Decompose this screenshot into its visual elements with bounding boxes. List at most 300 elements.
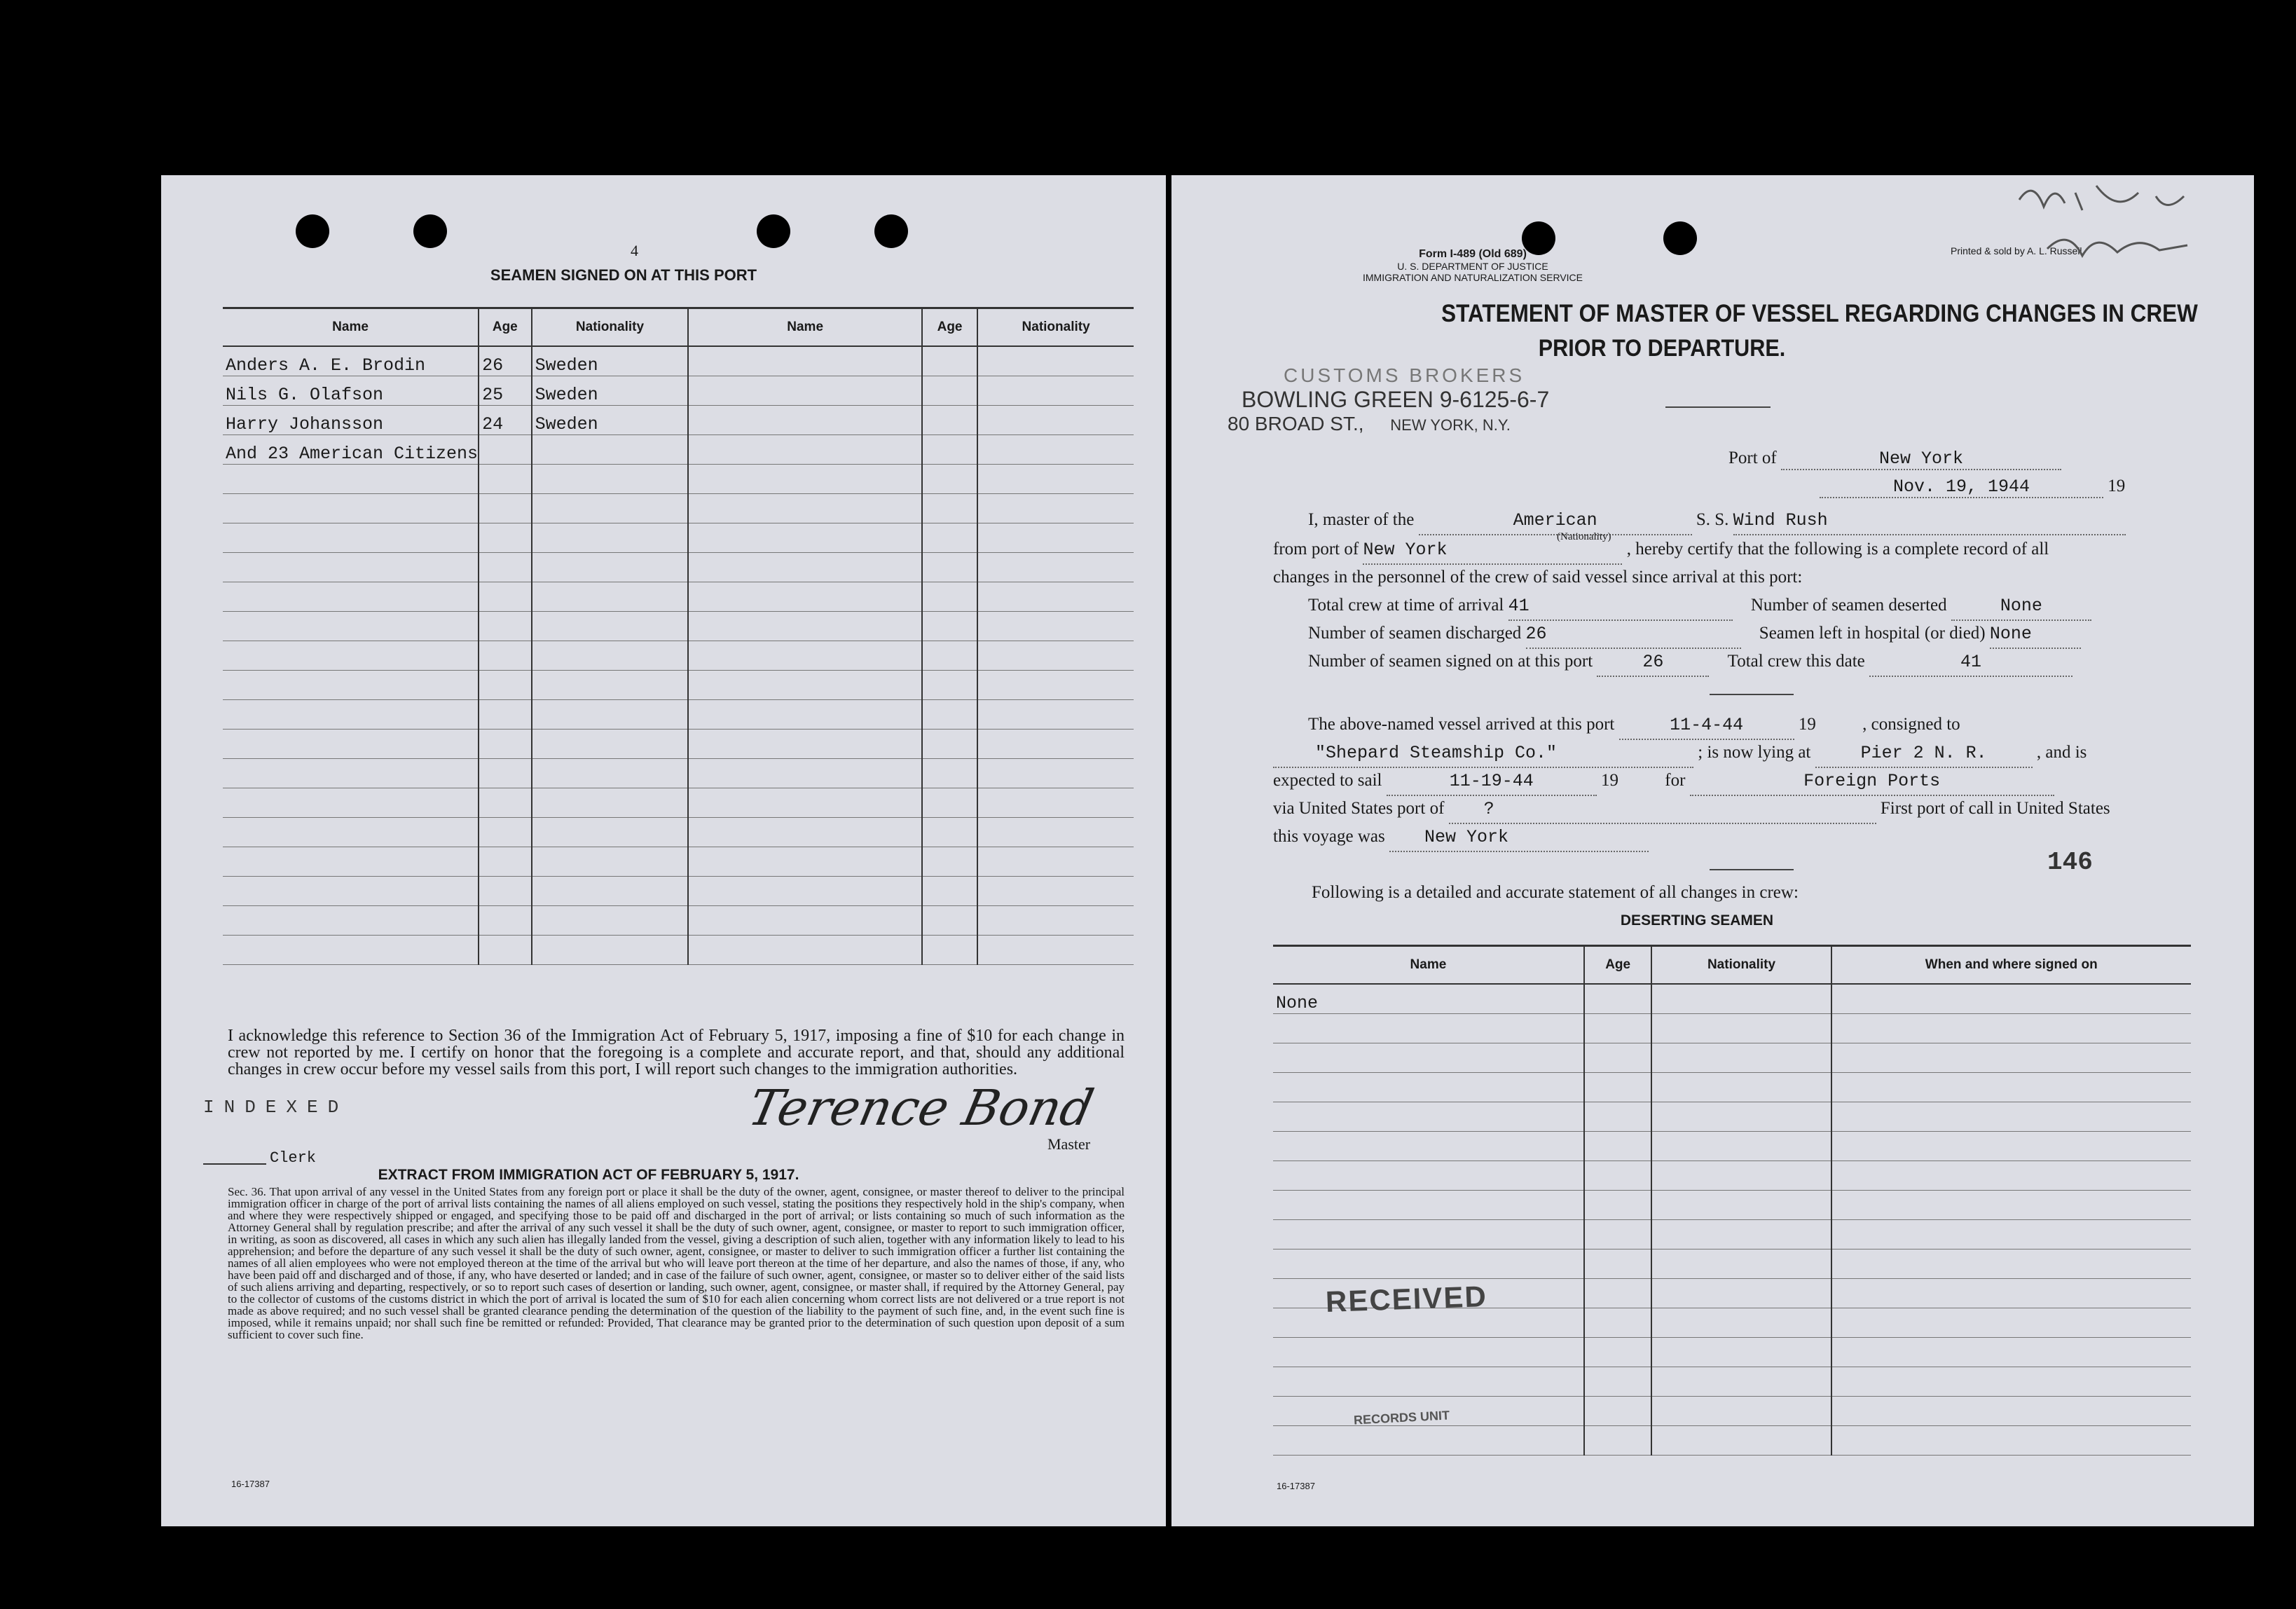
total-crew-arrival-label: Total crew at time of arrival (1308, 596, 1504, 615)
empty-cell (922, 346, 977, 376)
table-row (223, 877, 1134, 906)
table-row (1273, 1102, 2191, 1132)
empty-cell (1831, 1132, 2191, 1161)
row-nationality (532, 494, 689, 523)
empty-cell (1831, 1073, 2191, 1102)
empty-cell (1831, 1249, 2191, 1279)
empty-cell (1831, 984, 2191, 1014)
row-age (479, 877, 532, 906)
row-name (223, 612, 479, 641)
row-name (223, 553, 479, 582)
nationality-value: American (1419, 507, 1692, 535)
row-nationality (532, 582, 689, 612)
empty-cell (977, 788, 1134, 818)
table-row (1273, 1220, 2191, 1249)
row-nationality (532, 847, 689, 877)
column-header: Name (223, 308, 479, 347)
column-header: Name (688, 308, 922, 347)
table-row (223, 641, 1134, 671)
table-row (223, 759, 1134, 788)
punch-hole (1663, 221, 1697, 255)
empty-cell (1831, 1014, 2191, 1043)
row-name (223, 818, 479, 847)
row-name (1273, 1132, 1584, 1161)
row-age (479, 582, 532, 612)
row-nationality (532, 877, 689, 906)
empty-cell (1831, 1043, 2191, 1073)
table-row (1273, 1367, 2191, 1397)
empty-cell (1584, 1014, 1652, 1043)
empty-cell (1584, 1308, 1652, 1338)
row-age: 25 (479, 376, 532, 406)
department: U. S. DEPARTMENT OF JUSTICE (1397, 261, 1548, 272)
table-row (223, 906, 1134, 936)
table-row (223, 494, 1134, 523)
empty-cell (922, 435, 977, 465)
table-row (1273, 1043, 2191, 1073)
empty-cell (1584, 1102, 1652, 1132)
clerk-line (203, 1163, 266, 1165)
port-label: Port of (1728, 449, 1777, 467)
broker-stamp-line: NEW YORK, N.Y. (1390, 416, 1511, 434)
form-title-line1: STATEMENT OF MASTER OF VESSEL REGARDING CHANGES IN CREW (1441, 300, 2198, 327)
empty-cell (1831, 1102, 2191, 1132)
row-name (1273, 1338, 1584, 1367)
from-port-value: New York (1363, 537, 1622, 565)
table-row (1273, 1073, 2191, 1102)
signed-on-value: 26 (1597, 649, 1709, 677)
year-prefix: 19 (1601, 771, 1618, 790)
empty-cell (1831, 1191, 2191, 1220)
divider (1710, 694, 1794, 695)
empty-cell (977, 877, 1134, 906)
empty-cell (977, 435, 1134, 465)
deserted-label: Number of seamen deserted (1750, 596, 1947, 615)
empty-cell (977, 494, 1134, 523)
empty-cell (922, 759, 977, 788)
table-row (1273, 1191, 2191, 1220)
empty-cell (922, 376, 977, 406)
table-row (1273, 1132, 2191, 1161)
empty-cell (1651, 1191, 1831, 1220)
left-page (161, 175, 1166, 1526)
row-name (223, 847, 479, 877)
empty-cell (922, 671, 977, 700)
empty-cell (1584, 1043, 1652, 1073)
deserting-table (1273, 945, 2191, 1456)
row-age: 24 (479, 406, 532, 435)
table-row (223, 700, 1134, 730)
row-nationality (532, 641, 689, 671)
row-nationality: Sweden (532, 376, 689, 406)
column-header: Name (1273, 946, 1584, 985)
empty-cell (977, 346, 1134, 376)
empty-cell (688, 906, 922, 936)
empty-cell (688, 936, 922, 965)
empty-cell (1584, 1220, 1652, 1249)
table-row (223, 847, 1134, 877)
column-header: Nationality (977, 308, 1134, 347)
empty-cell (1651, 1014, 1831, 1043)
handwritten-note (2005, 175, 2215, 284)
via-value: ? (1449, 796, 1876, 824)
empty-cell (1651, 1338, 1831, 1367)
empty-cell (1651, 984, 1831, 1014)
row-age (479, 906, 532, 936)
table-row (223, 435, 1134, 465)
master-of-label: I, master of the (1308, 510, 1415, 529)
page-stamp-number: 146 (2047, 848, 2093, 877)
row-name (223, 759, 479, 788)
row-nationality (532, 465, 689, 494)
row-name (223, 906, 479, 936)
empty-cell (977, 641, 1134, 671)
row-age (479, 936, 532, 965)
table-row (223, 671, 1134, 700)
empty-cell (688, 847, 922, 877)
row-name: Harry Johansson (223, 406, 479, 435)
table-row (223, 553, 1134, 582)
row-name (223, 877, 479, 906)
row-age (479, 612, 532, 641)
empty-cell (1584, 1279, 1652, 1308)
voyage-row (1273, 823, 2219, 850)
table-row (1273, 1014, 2191, 1043)
empty-cell (688, 523, 922, 553)
row-nationality (532, 788, 689, 818)
empty-cell (1831, 1426, 2191, 1456)
table-row (1273, 1426, 2191, 1456)
empty-cell (922, 406, 977, 435)
empty-cell (688, 435, 922, 465)
acknowledgement-text: I acknowledge this reference to Section 36 of the Immigration Act of February 5, 1917, imposing a fine of $10 for each change in crew not reported by me. I certify on honor that the foregoing is a complete and accurate report, and that, should any additional changes in crew occur before my vessel sails from this port, I will report such changes to the immigration authorities. (228, 1027, 1125, 1079)
empty-cell (977, 582, 1134, 612)
empty-cell (1584, 1397, 1652, 1426)
row-age (479, 553, 532, 582)
hospital-label: Seamen left in hospital (or died) (1759, 624, 1986, 643)
signed-on-table (223, 307, 1134, 965)
table-row (223, 346, 1134, 376)
empty-cell (1584, 1249, 1652, 1279)
row-name (1273, 1043, 1584, 1073)
table-row (223, 406, 1134, 435)
master-label: Master (1047, 1135, 1091, 1153)
records-unit-stamp: RECORDS UNIT (1353, 1408, 1450, 1427)
row-nationality (532, 818, 689, 847)
table-row (223, 376, 1134, 406)
empty-cell (1584, 1073, 1652, 1102)
empty-cell (1651, 1102, 1831, 1132)
vessel-value: Wind Rush (1733, 507, 2126, 535)
empty-cell (1651, 1249, 1831, 1279)
page-number: 4 (631, 242, 638, 259)
punch-hole (296, 214, 329, 248)
empty-cell (688, 346, 922, 376)
row-nationality (532, 435, 689, 465)
empty-cell (1584, 1338, 1652, 1367)
empty-cell (1831, 1279, 2191, 1308)
right-page (1171, 175, 2254, 1526)
empty-cell (688, 582, 922, 612)
row-nationality: Sweden (532, 406, 689, 435)
printer-note: Printed & sold by A. L. Russell (1951, 245, 2082, 256)
empty-cell (1651, 1367, 1831, 1397)
from-port-row (1273, 536, 2219, 563)
empty-cell (688, 759, 922, 788)
empty-cell (1584, 1367, 1652, 1397)
empty-cell (688, 465, 922, 494)
row-age (479, 494, 532, 523)
column-header: Age (479, 308, 532, 347)
via-label: via United States port of (1273, 799, 1445, 818)
row-nationality (532, 936, 689, 965)
empty-cell (922, 788, 977, 818)
punch-hole (874, 214, 908, 248)
row-name: None (1273, 984, 1584, 1014)
row-name (223, 465, 479, 494)
empty-cell (688, 553, 922, 582)
table-row (223, 612, 1134, 641)
row-age (479, 788, 532, 818)
empty-cell (688, 788, 922, 818)
signed-on-label: Number of seamen signed on at this port (1308, 652, 1593, 671)
row-name (223, 523, 479, 553)
sail-row (1273, 767, 2219, 794)
total-crew-arrival-value: 41 (1508, 593, 1733, 621)
empty-cell (688, 612, 922, 641)
signature: Terence Bond (743, 1079, 1099, 1137)
nationality-caption: (Nationality) (1557, 531, 1611, 542)
empty-cell (1651, 1426, 1831, 1456)
empty-cell (688, 877, 922, 906)
empty-cell (1831, 1397, 2191, 1426)
row-name (1273, 1220, 1584, 1249)
empty-cell (977, 406, 1134, 435)
lying-label: ; is now lying at (1698, 743, 1811, 762)
table-row (223, 818, 1134, 847)
row-name (1273, 1249, 1584, 1279)
footer-code: 16-17387 (231, 1479, 270, 1489)
signed-on-heading: SEAMEN SIGNED ON AT THIS PORT (490, 266, 757, 284)
row-age (479, 641, 532, 671)
arrived-value: 11-4-44 (1619, 712, 1794, 740)
consignee-value: "Shepard Steamship Co." (1273, 740, 1693, 768)
row-age (479, 465, 532, 494)
empty-cell (1584, 984, 1652, 1014)
row-nationality (532, 553, 689, 582)
empty-cell (1651, 1279, 1831, 1308)
following-text: Following is a detailed and accurate statement of all changes in crew: (1312, 883, 1799, 902)
broker-stamp-line: BOWLING GREEN 9-6125-6-7 (1242, 387, 1550, 412)
empty-cell (922, 523, 977, 553)
row-nationality (532, 759, 689, 788)
empty-cell (688, 818, 922, 847)
empty-cell (977, 612, 1134, 641)
empty-cell (1584, 1132, 1652, 1161)
empty-cell (922, 494, 977, 523)
column-header: Age (922, 308, 977, 347)
empty-cell (1651, 1220, 1831, 1249)
certify-text: , hereby certify that the following is a complete record of all (1626, 540, 2049, 559)
row-name (1273, 1367, 1584, 1397)
expected-label: expected to sail (1273, 771, 1382, 790)
empty-cell (1584, 1191, 1652, 1220)
voyage-label: this voyage was (1273, 827, 1385, 846)
divider (1710, 869, 1794, 870)
empty-cell (977, 759, 1134, 788)
first-port-label: First port of call in United States (1880, 799, 2110, 818)
empty-cell (922, 465, 977, 494)
row-name (223, 494, 479, 523)
empty-cell (1651, 1132, 1831, 1161)
row-name (223, 582, 479, 612)
row-name: And 23 American Citizens (223, 435, 479, 465)
year-prefix: 19 (1798, 715, 1816, 734)
consigned-label: , consigned to (1862, 715, 1960, 734)
empty-cell (1651, 1397, 1831, 1426)
punch-hole (413, 214, 447, 248)
row-age (479, 847, 532, 877)
for-value: Foreign Ports (1690, 768, 2054, 796)
row-name: Anders A. E. Brodin (223, 346, 479, 376)
empty-cell (977, 465, 1134, 494)
row-name: Nils G. Olafson (223, 376, 479, 406)
empty-cell (922, 641, 977, 671)
table-row (223, 788, 1134, 818)
table-row (223, 582, 1134, 612)
empty-cell (922, 906, 977, 936)
voyage-value: New York (1389, 824, 1649, 852)
date-row (1820, 477, 2125, 498)
discharged-label: Number of seamen discharged (1308, 624, 1522, 643)
table-row (1273, 1338, 2191, 1367)
hospital-value: None (1990, 621, 2081, 649)
table-row (223, 523, 1134, 553)
row-age (479, 435, 532, 465)
empty-cell (922, 818, 977, 847)
year-prefix: 19 (2108, 477, 2126, 495)
empty-cell (922, 877, 977, 906)
empty-cell (1831, 1220, 2191, 1249)
empty-cell (1651, 1073, 1831, 1102)
row-age (479, 523, 532, 553)
row-nationality (532, 906, 689, 936)
row-name (1273, 1426, 1584, 1456)
row-name (1273, 1161, 1584, 1191)
empty-cell (688, 671, 922, 700)
empty-cell (688, 494, 922, 523)
row-nationality (532, 612, 689, 641)
arrived-label: The above-named vessel arrived at this port (1308, 715, 1615, 734)
ss-label: S. S. (1696, 510, 1729, 529)
empty-cell (977, 730, 1134, 759)
divider (1665, 406, 1771, 408)
empty-cell (1651, 1308, 1831, 1338)
extract-text: Sec. 36. That upon arrival of any vessel in the United States from any foreign port or place it shall be the duty of the owner, agent, consignee, or master thereof to deliver to the principal immigration officer in charge of the port of arrival lists containing the names of all aliens employed on such vessel, stating the positions they respectively hold in the ship's company, when and where they were respectively shipped or engaged, and specifying those to be paid off and discharged in the port of arrival; or lists containing so much of such information as the Attorney General shall by regulation prescribe; and after the arrival of any such vessel it shall be the duty of such owner, agent, consignee, or master to report to such immigration officer, in writing, as soon as discovered, all cases in which any such alien has illegally landed from the vessel, giving a description of such alien, together with any information likely to lead to his apprehension; and before the departure of any such vessel it shall be the duty of such owner, agent, consignee, or master to deliver to such immigration officer a further list containing the names of all alien employees who were not employed thereon at the time of the arrival but who will leave port thereon at the time of her departure, and also the names of those, if any, who have been paid off and discharged and of those, if any, who have deserted or landed; and in case of the failure of such owner, agent, consignee, or master so to deliver either of the said lists of such aliens arriving and departing, respectively, or so to report such cases of desertion or landing, such owner, agent, consignee, or master shall, if required by the Attorney General, pay to the collector of customs of the customs district in which the port of arrival is located the sum of $10 for each alien concerning whom correct lists are not delivered or a true report is not made as above required; and no such vessel shall be granted clearance pending the determination of the question of the liability to the payment of such fine, and, in the event such fine is imposed, while it remains unpaid; nor shall such fine be remitted or refunded: Provided, That clearance may be granted prior to the determination of such question upon deposit of a sum sufficient to cover such fine. (228, 1185, 1125, 1341)
port-value: New York (1781, 449, 2061, 470)
row-age (479, 671, 532, 700)
consignee-row (1273, 739, 2219, 766)
table-row (1273, 1161, 2191, 1191)
row-nationality: Sweden (532, 346, 689, 376)
service: IMMIGRATION AND NATURALIZATION SERVICE (1363, 272, 1583, 283)
master-row (1308, 507, 2219, 533)
port-row (1728, 449, 2061, 470)
table-row (223, 730, 1134, 759)
column-header: When and where signed on (1831, 946, 2191, 985)
discharged-value: 26 (1526, 621, 1741, 649)
extract-heading: EXTRACT FROM IMMIGRATION ACT OF FEBRUARY 5, 1917. (378, 1167, 799, 1183)
date-value: Nov. 19, 1944 (1820, 477, 2103, 498)
empty-cell (688, 376, 922, 406)
empty-cell (1831, 1338, 2191, 1367)
row-nationality (532, 523, 689, 553)
empty-cell (922, 582, 977, 612)
empty-cell (1584, 1161, 1652, 1191)
empty-cell (922, 553, 977, 582)
empty-cell (688, 730, 922, 759)
empty-cell (1831, 1367, 2191, 1397)
sail-value: 11-19-44 (1387, 768, 1597, 796)
empty-cell (1831, 1308, 2191, 1338)
form-title-line2: PRIOR TO DEPARTURE. (1538, 335, 1786, 362)
empty-cell (1831, 1161, 2191, 1191)
table-row (1273, 1249, 2191, 1279)
empty-cell (688, 406, 922, 435)
table-row (223, 936, 1134, 965)
empty-cell (977, 523, 1134, 553)
row-age (479, 759, 532, 788)
empty-cell (688, 700, 922, 730)
row-age (479, 818, 532, 847)
empty-cell (688, 641, 922, 671)
clerk-label: Clerk (270, 1149, 317, 1167)
row-name (1273, 1102, 1584, 1132)
punch-hole (757, 214, 790, 248)
table-row (1273, 984, 2191, 1014)
from-port-label: from port of (1273, 540, 1359, 559)
deserted-value: None (1951, 593, 2091, 621)
row-name (1273, 1073, 1584, 1102)
total-crew-date-value: 41 (1869, 649, 2072, 677)
empty-cell (1584, 1426, 1652, 1456)
row-name (223, 730, 479, 759)
received-stamp: RECEIVED (1325, 1279, 1488, 1319)
empty-cell (922, 612, 977, 641)
empty-cell (922, 847, 977, 877)
for-label: for (1665, 771, 1686, 790)
row-age (479, 700, 532, 730)
empty-cell (977, 671, 1134, 700)
empty-cell (1651, 1043, 1831, 1073)
empty-cell (922, 730, 977, 759)
row-name (223, 700, 479, 730)
column-header: Nationality (532, 308, 689, 347)
row-nationality (532, 700, 689, 730)
broker-stamp-line: CUSTOMS BROKERS (1284, 364, 1525, 386)
empty-cell (977, 906, 1134, 936)
arrived-row (1308, 711, 2254, 738)
indexed-stamp: INDEXED (203, 1097, 349, 1118)
empty-cell (922, 936, 977, 965)
empty-cell (1651, 1161, 1831, 1191)
expected-end: , and is (2036, 743, 2087, 762)
row-age: 26 (479, 346, 532, 376)
row-name (223, 641, 479, 671)
empty-cell (977, 376, 1134, 406)
row-name (223, 936, 479, 965)
row-nationality (532, 671, 689, 700)
